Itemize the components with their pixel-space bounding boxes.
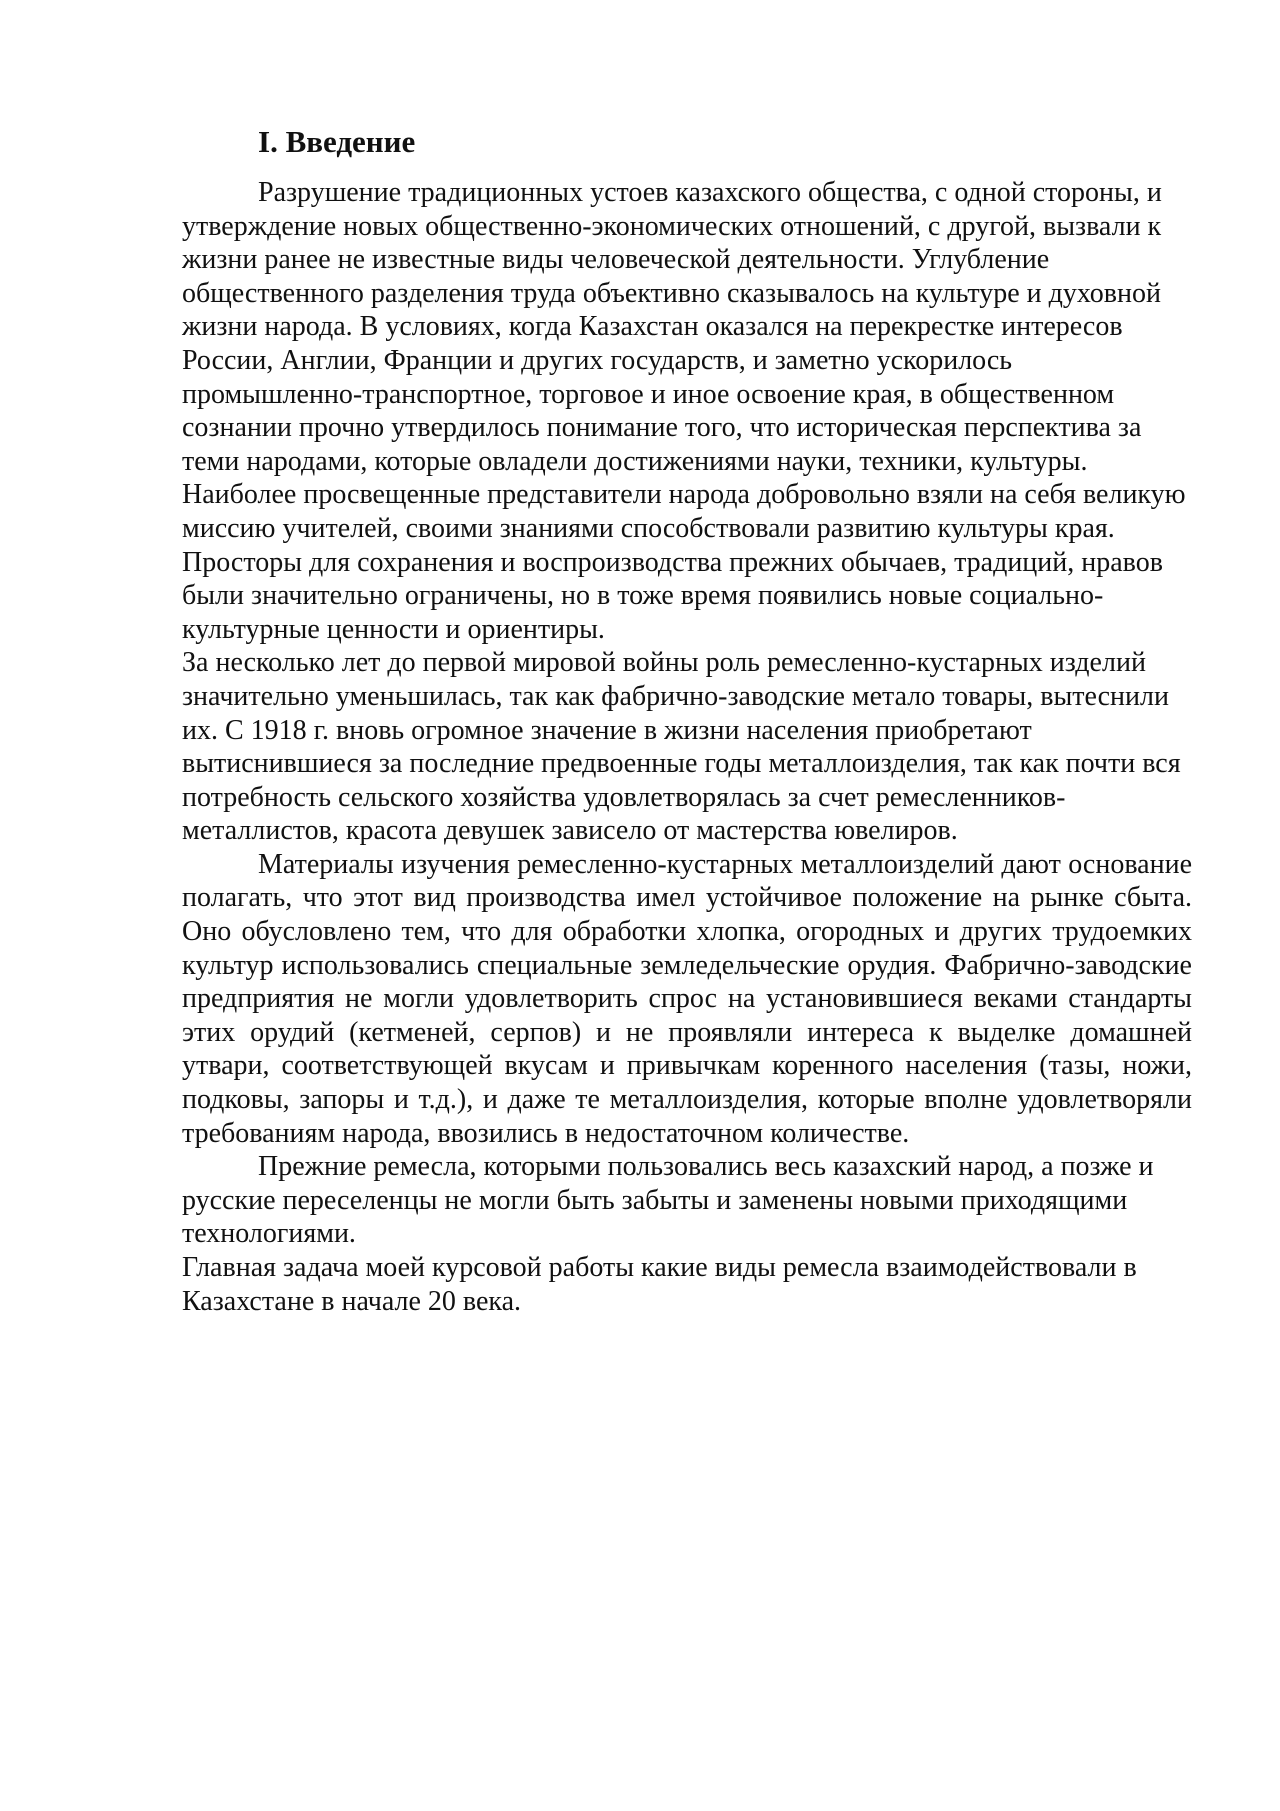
document-body <box>182 118 1192 1318</box>
paragraph-main-task: Главная задача моей курсовой работы какие виды ремесла взаимодействовали в Казахстане в начале 20 века. <box>182 1252 1137 1317</box>
section-heading: I. Введение <box>258 124 416 159</box>
paragraph-materials-study: Материалы изучения ремесленно-кустарных металлоизделий дают основание полагать, что этот вид производства имел устойчивое положение на рынке сбыта. Оно обусловлено тем, что для обработки хлопка, огородных и других трудоемких культур использовались специальные земледельческие орудия. Фабрично-заводские предприятия не могли удовлетворить спрос на установившиеся веками стандарты этих орудий (кетменей, серпов) и не проявляли интереса к выделке домашней утвари, соответствующей вкусам и привычкам коренного населения (тазы, ножи, подковы, запоры и т.д.), и даже те металлоизделия, которые вполне удовлетворяли требованиям народа, ввозились в недостаточном количестве. <box>182 848 1192 1149</box>
paragraph-metalware-history: За несколько лет до первой мировой войны роль ремесленно-кустарных изделий значительно уменьшилась, так как фабрично-заводские метало товары, вытеснили их. С 1918 г. вновь огромное значение в жизни населения приобретают вытиснившиеся за последние предвоенные годы металлоизделия, так как почти вся потребность сельского хозяйства удовлетворялась за счет ремесленников-металлистов, красота девушек зависело от мастерства ювелиров. <box>182 647 1181 847</box>
paragraph-introduction: Разрушение традиционных устоев казахского общества, с одной стороны, и утверждение новых общественно-экономических отношений, с другой, вызвали к жизни ранее не известные виды человеческой деятельности. Углубление общественного разделения труда объективно сказывалось на культуре и духовной жизни народа. В условиях, когда Казахстан оказался на перекрестке интересов России, Англии, Франции и других государств, и заметно ускорилось промышленно-транспортное, торговое и иное освоение края, в общественном сознании прочно утвердилось понимание того, что историческая перспектива за теми народами, которые овладели достижениями науки, техники, культуры. Наиболее просвещенные представители народа добровольно взяли на себя великую миссию учителей, своими знаниями способствовали развитию культуры края. Просторы для сохранения и воспроизводства прежних обычаев, традиций, нравов были значительно ограничены, но в тоже время появились новые социально-культурные ценности и ориентиры. <box>182 177 1186 645</box>
paragraph-former-crafts: Прежние ремесла, которыми пользовались весь казахский народ, а позже и русские переселенцы не могли быть забыты и заменены новыми приходящими технологиями. <box>182 1151 1154 1250</box>
